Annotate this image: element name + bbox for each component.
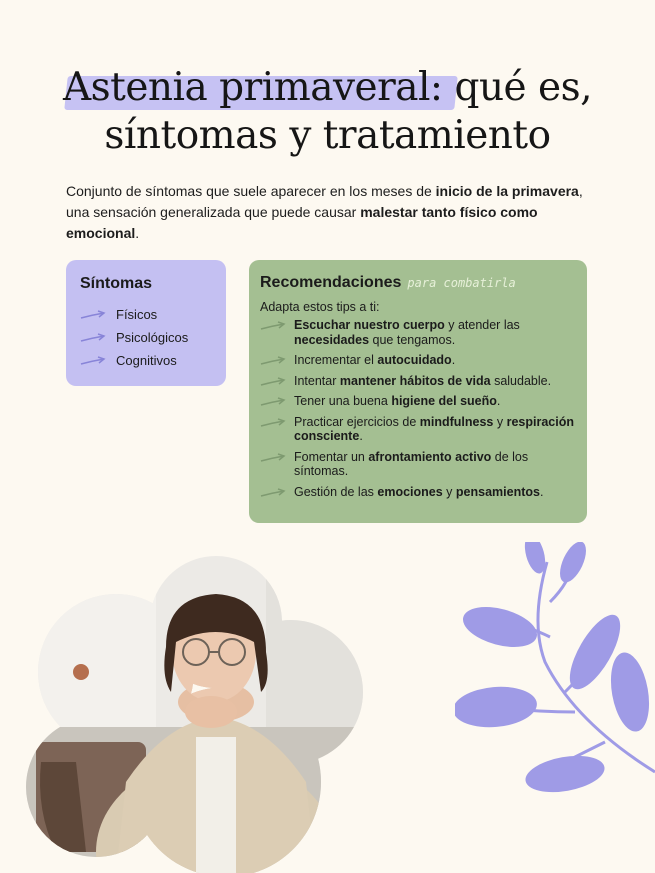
lavender-branch-illustration [455,542,655,802]
recomendaciones-list [260,318,576,499]
text-segment: Tener una buena [294,394,392,408]
text-segment: inicio de la primavera [435,183,579,199]
text-segment: . [451,353,456,367]
text-segment: mindfulness [419,414,494,429]
recomendacion-text [294,318,576,347]
recomendacion-text [294,394,500,409]
text-segment: malestar tanto físico como emocional [66,204,538,241]
text-segment: saludable. [490,373,552,388]
title-line-1-rest: qué es, [442,65,593,110]
recomendacion-text [294,450,576,479]
title-line-2: síntomas y tratamiento [104,113,551,158]
arrow-right-icon [80,333,106,343]
recomendacion-item [260,415,576,444]
recomendacion-text [294,353,455,368]
sintomas-item-label: Psicológicos [116,330,189,345]
text-segment: Escuchar nuestro cuerpo [294,318,445,332]
sintomas-item-label: Cognitivos [116,353,177,368]
sintomas-title: Síntomas [80,275,153,292]
sintomas-box [66,260,226,386]
recomendacion-item [260,353,576,368]
recomendacion-text [294,485,543,500]
arrow-right-icon [260,397,286,407]
text-segment: que tengamos. [369,332,456,347]
recomendacion-text [294,415,576,444]
arrow-right-icon [80,356,106,366]
text-segment: Practicar ejercicios de [294,414,420,429]
text-segment: higiene del sueño [391,394,497,408]
page-title [0,64,655,160]
title-line-1 [0,64,655,112]
text-segment: respiración consciente [294,414,574,443]
text-segment: Gestión de las [294,484,378,499]
text-segment: y atender las [444,318,520,332]
arrow-right-icon [260,488,286,498]
recomendacion-item [260,374,576,389]
sintomas-item [80,326,212,349]
recomendacion-item [260,485,576,500]
text-segment: pensamientos [455,484,540,499]
recomendacion-item [260,318,576,347]
recomendaciones-title: Recomendaciones [260,274,402,291]
text-segment: . [496,394,501,408]
recomendaciones-header [260,274,576,292]
title-highlight-text: Astenia primaveral: [62,65,443,110]
text-segment: Conjunto de síntomas que suele aparecer en los meses de [66,183,436,199]
text-segment: de los síntomas. [294,449,529,478]
recomendaciones-intro: Adapta estos tips a ti: [260,300,380,314]
text-segment: y [442,484,456,499]
recomendaciones-subtitle: para combatirla [407,276,516,290]
text-segment: , una sensación generalizada que puede causar [66,183,583,220]
text-segment: . [135,225,140,241]
recomendacion-item [260,394,576,409]
text-segment: Intentar [294,373,340,388]
text-segment: . [539,484,544,499]
arrow-right-icon [260,453,286,463]
arrow-right-icon [80,310,106,320]
sintomas-item [80,303,212,326]
arrow-right-icon [260,321,286,331]
sintomas-item-label: Físicos [116,307,158,322]
text-segment: y [493,414,507,429]
text-segment: necesidades [294,332,370,347]
arrow-right-icon [260,418,286,428]
text-segment: autocuidado [377,353,452,367]
woman-thinking-photo [16,552,376,873]
text-segment: mantener hábitos de vida [339,373,491,388]
sintomas-list [80,303,212,372]
text-segment: emociones [377,484,443,499]
recomendaciones-box [249,260,587,523]
sintomas-item [80,349,212,372]
recomendacion-item [260,450,576,479]
arrow-right-icon [260,356,286,366]
text-segment: Fomentar un [294,449,369,464]
text-segment: . [359,429,363,443]
text-segment: Incrementar el [294,353,378,367]
text-segment: afrontamiento activo [368,449,492,464]
title-block [0,64,655,160]
arrow-right-icon [260,377,286,387]
recomendacion-text [294,374,551,389]
intro-paragraph [66,181,596,244]
